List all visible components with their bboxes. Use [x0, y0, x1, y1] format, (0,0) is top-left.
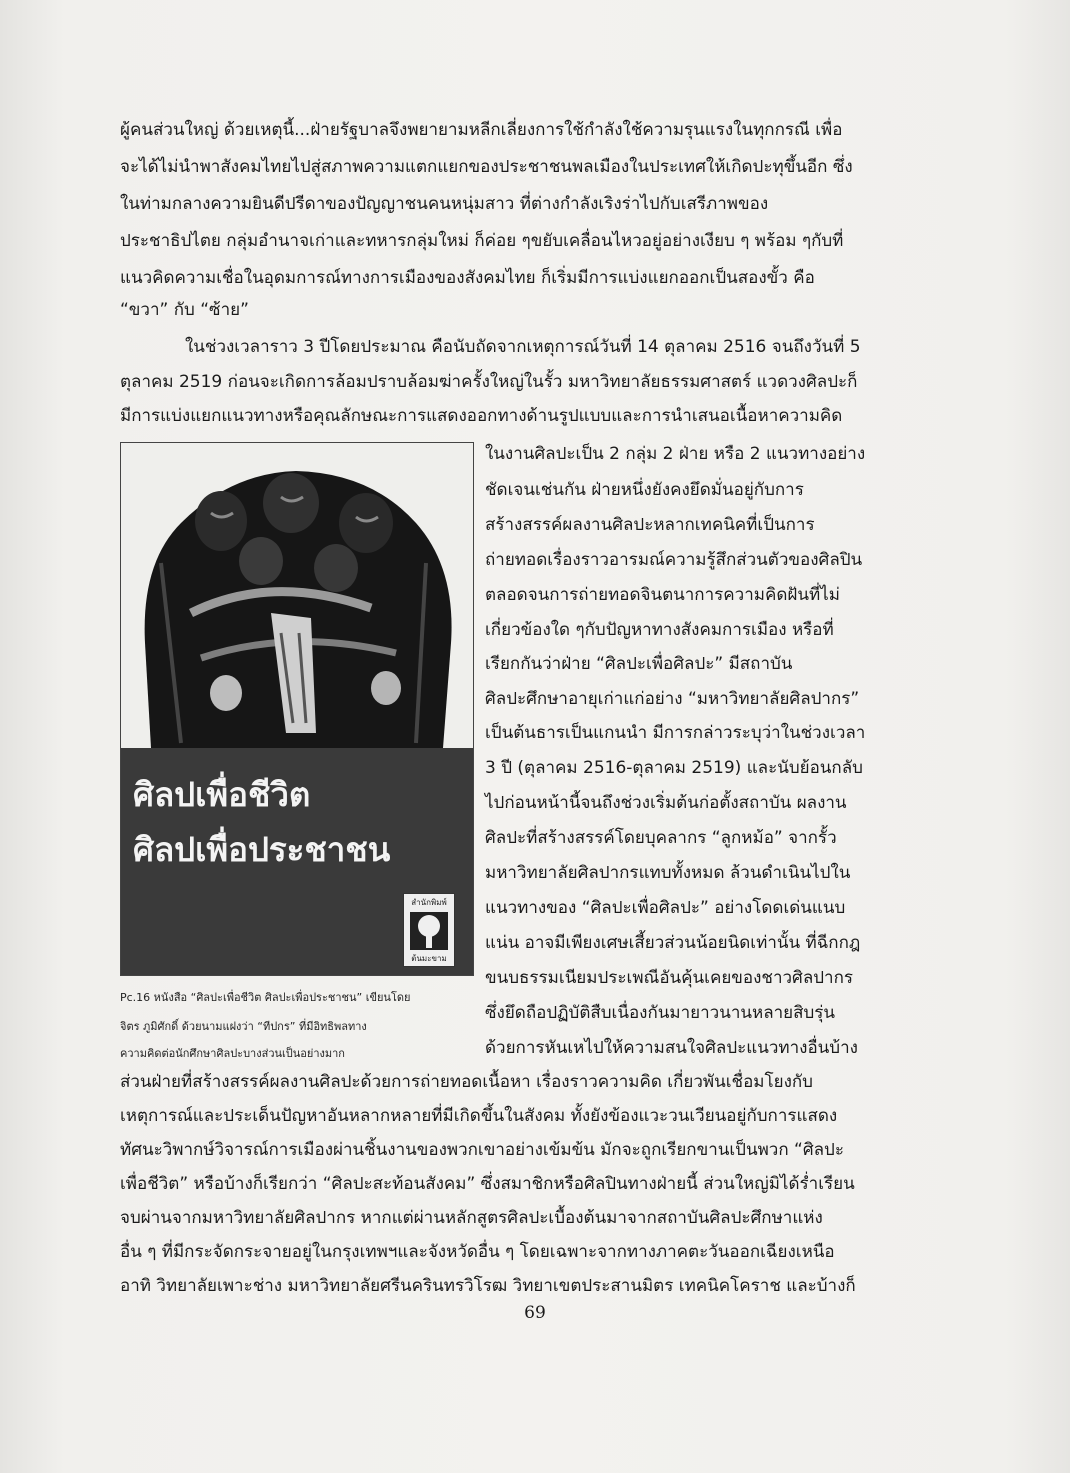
- text-line: เพื่อชีวิต” หรือบ้างก็เรียกว่า “ศิลปะสะท้อนสังคม” ซึ่งสมาชิกหรือศิลปินทางฝ่ายนี้ ส่วนใหญ่มิได้ร่ำเรียน: [120, 1174, 855, 1194]
- text-line: 3 ปี (ตุลาคม 2516-ตุลาคม 2519) และนับย้อนกลับ: [485, 758, 863, 778]
- text-line: ซึ่งยึดถือปฏิบัติสืบเนื่องกันมายาวนานหลายสิบรุ่น: [485, 1003, 836, 1023]
- text-line: เหตุการณ์และประเด็นปัญหาอันหลากหลายที่มีเกิดขึ้นในสังคม ทั้งยังข้องแวะวนเวียนอยู่กับการแสดง: [120, 1106, 838, 1126]
- text-line: จะได้ไม่นำพาสังคมไทยไปสู่สภาพความแตกแยกของประชาชนพลเมืองในประเทศให้เกิดปะทุขึ้นอีก ซึ่ง: [120, 157, 853, 177]
- publisher-logo: [403, 893, 455, 967]
- text-line: ขนบธรรมเนียมประเพณีอันคุ้นเคยของชาวศิลปากร: [485, 968, 854, 988]
- text-line: ในท่ามกลางความยินดีปรีดาของปัญญาชนคนหนุ่มสาว ที่ต่างกำลังเริงร่าไปกับเสรีภาพของ: [120, 194, 769, 214]
- text-line: มหาวิทยาลัยศิลปากรแทบทั้งหมด ล้วนดำเนินไปใน: [485, 863, 851, 883]
- text-line: เรียกกันว่าฝ่าย “ศิลปะเพื่อศิลปะ” มีสถาบัน: [485, 654, 793, 674]
- text-line: แน่น อาจมีเพียงเศษเสี้ยวส่วนน้อยนิดเท่านั้น ที่ฉีกกฎ: [485, 933, 861, 953]
- text-line: อาทิ วิทยาลัยเพาะช่าง มหาวิทยาลัยศรีนครินทรวิโรฒ วิทยาเขตประสานมิตร เทคนิคโคราช และบ้างก็: [120, 1276, 856, 1296]
- text-line: อื่น ๆ ที่มีกระจัดกระจายอยู่ในกรุงเทพฯและจังหวัดอื่น ๆ โดยเฉพาะจากทางภาคตะวันออกเฉียงเหนือ: [120, 1242, 835, 1262]
- cover-title-line-1: ศิลปเพื่อชีวิต: [133, 775, 311, 814]
- woodcut-illustration: [121, 443, 473, 748]
- text-line: ส่วนฝ่ายที่สร้างสรรค์ผลงานศิลปะด้วยการถ่ายทอดเนื้อหา เรื่องราวความคิด เกี่ยวพันเชื่อมโยงกับ: [120, 1072, 813, 1092]
- text-line: มีการแบ่งแยกแนวทางหรือคุณลักษณะการแสดงออกทางด้านรูปแบบและการนำเสนอเนื้อหาความคิด: [120, 406, 843, 426]
- publisher-name-top: สำนักพิมพ์: [411, 898, 447, 907]
- text-line: ตลอดจนการถ่ายทอดจินตนาการความคิดฝันที่ไม่: [485, 585, 840, 605]
- text-line: ด้วยการหันเหไปให้ความสนใจศิลปะแนวทางอื่นบ้าง: [485, 1038, 858, 1058]
- text-line: แนวคิดความเชื่อในอุดมการณ์ทางการเมืองของสังคมไทย ก็เริ่มมีการแบ่งแยกออกเป็นสองขั้ว คือ: [120, 268, 815, 288]
- text-line: ในงานศิลปะเป็น 2 กลุ่ม 2 ฝ่าย หรือ 2 แนวทางอย่าง: [485, 444, 866, 464]
- text-line: ทัศนะวิพากษ์วิจารณ์การเมืองผ่านชิ้นงานของพวกเขาอย่างเข้มข้น มักจะถูกเรียกขานเป็นพวก “ศิลปะ: [120, 1140, 844, 1160]
- caption-line: จิตร ภูมิศักดิ์ ด้วยนามแฝงว่า “ทีปกร” ที่มีอิทธิพลทาง: [120, 1020, 367, 1033]
- text-line: ถ่ายทอดเรื่องราวอารมณ์ความรู้สึกส่วนตัวของศิลปิน: [485, 550, 863, 570]
- page-number: 69: [524, 1303, 546, 1323]
- caption-line: Pc.16 หนังสือ “ศิลปะเพื่อชีวิต ศิลปะเพื่อประชาชน” เขียนโดย: [120, 991, 411, 1004]
- text-line: ไปก่อนหน้านี้จนถึงช่วงเริ่มต้นก่อตั้งสถาบัน ผลงาน: [485, 793, 847, 813]
- text-line: จบผ่านจากมหาวิทยาลัยศิลปากร หากแต่ผ่านหลักสูตรศิลปะเบื้องต้นมาจากสถาบันศิลปะศึกษาแห่ง: [120, 1208, 823, 1228]
- text-line: ศิลปะที่สร้างสรรค์โดยบุคลากร “ลูกหม้อ” จากรั้ว: [485, 828, 837, 848]
- text-line: ประชาธิปไตย กลุ่มอำนาจเก่าและทหารกลุ่มใหม่ ก็ค่อย ๆขยับเคลื่อนไหวอยู่อย่างเงียบ ๆ พร้อม ๆกับที่: [120, 231, 844, 251]
- text-line: ในช่วงเวลาราว 3 ปีโดยประมาณ คือนับถัดจากเหตุการณ์วันที่ 14 ตุลาคม 2516 จนถึงวันที่ 5: [185, 337, 861, 357]
- cover-title-line-2: ศิลปเพื่อประชาชน: [133, 830, 391, 869]
- text-line: แนวทางของ “ศิลปะเพื่อศิลปะ” อย่างโดดเด่นแนบ: [485, 898, 846, 918]
- text-line: เกี่ยวข้องใด ๆกับปัญหาทางสังคมการเมือง หรือที่: [485, 620, 834, 640]
- tree-icon: [404, 910, 454, 954]
- text-line: ผู้คนส่วนใหญ่ ด้วยเหตุนี้...ฝ่ายรัฐบาลจึงพยายามหลีกเลี่ยงการใช้กำลังใช้ความรุนแรงในทุกกรณี เพื่อ: [120, 120, 843, 140]
- caption-line: ความคิดต่อนักศึกษาศิลปะบางส่วนเป็นอย่างมาก: [120, 1047, 345, 1060]
- text-line: ศิลปะศึกษาอายุเก่าแก่อย่าง “มหาวิทยาลัยศิลปากร”: [485, 689, 860, 709]
- book-cover-figure: [120, 442, 474, 976]
- publisher-name-bottom: ต้นมะขาม: [411, 954, 447, 963]
- text-line: เป็นต้นธารเป็นแกนนำ มีการกล่าวระบุว่าในช่วงเวลา: [485, 723, 866, 743]
- text-line: ตุลาคม 2519 ก่อนจะเกิดการล้อมปราบล้อมฆ่าครั้งใหญ่ในรั้ว มหาวิทยาลัยธรรมศาสตร์ แวดวงศิลปะก็: [120, 372, 858, 392]
- text-line: “ขวา” กับ “ซ้าย”: [120, 300, 249, 320]
- text-line: สร้างสรรค์ผลงานศิลปะหลากเทคนิคที่เป็นการ: [485, 515, 815, 535]
- text-line: ชัดเจนเช่นกัน ฝ่ายหนึ่งยังคงยึดมั่นอยู่กับการ: [485, 480, 804, 500]
